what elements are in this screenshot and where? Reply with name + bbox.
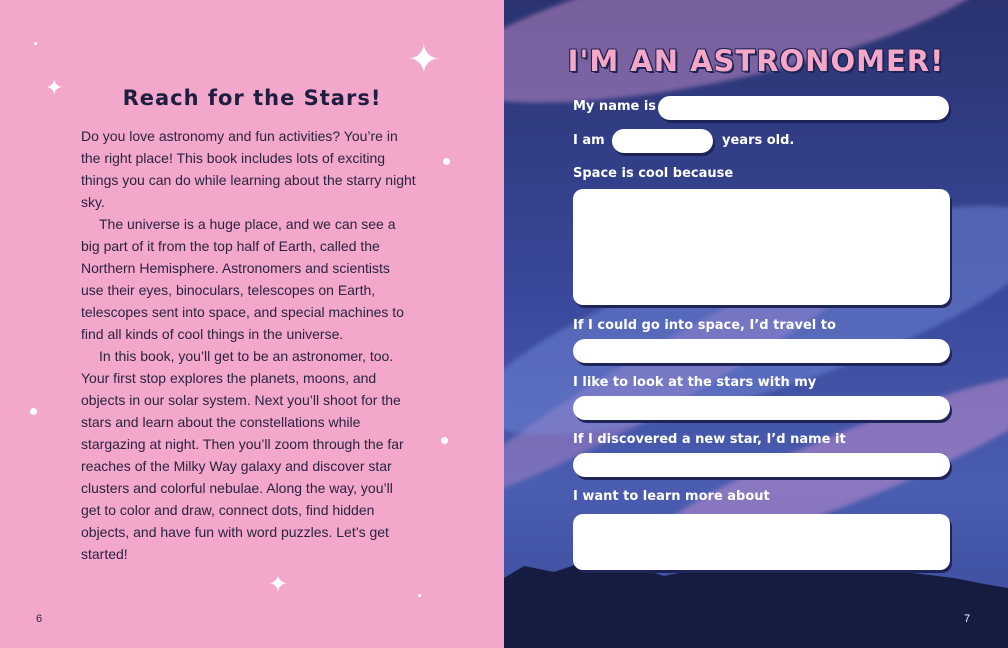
intro-text <box>81 125 416 565</box>
star-dot <box>34 42 37 45</box>
star-dot <box>441 437 448 444</box>
stars-with-label: I like to look at the stars with my <box>573 375 817 390</box>
star-dot <box>30 408 37 415</box>
new-star-label: If I discovered a new star, I’d name it <box>573 432 846 447</box>
page-number: 6 <box>36 613 43 625</box>
learn-more-field[interactable] <box>573 514 950 570</box>
travel-field[interactable] <box>573 339 950 363</box>
travel-label: If I could go into space, I’d travel to <box>573 318 836 333</box>
age-label: I am <box>573 133 605 148</box>
age-suffix-label: years old. <box>722 133 795 148</box>
intro-paragraph: Do you love astronomy and fun activities? You’re in the right place! This book includes lots of exciting things you can do while learning about the starry night sky. <box>81 128 416 210</box>
name-field[interactable] <box>658 96 949 120</box>
space-cool-label: Space is cool because <box>573 166 734 181</box>
stars-with-field[interactable] <box>573 396 950 420</box>
intro-paragraph: The universe is a huge place, and we can see a big part of it from the top half of Earth, called the Northern Hemisphere. Astronomers and scientists use their eyes, binoculars, telescopes on Earth, telescopes sent into space, and special machines to find all kinds of cool things in the universe. <box>81 216 404 342</box>
space-cool-field[interactable] <box>573 189 950 305</box>
name-label: My name is <box>573 99 657 114</box>
new-star-field[interactable] <box>573 453 950 477</box>
sparkle-icon: ✦ <box>45 76 64 101</box>
age-field[interactable] <box>612 129 713 153</box>
star-dot <box>443 158 450 165</box>
star-dot <box>418 594 421 597</box>
intro-paragraph: In this book, you’ll get to be an astronomer, too. Your first stop explores the planets, moons, and objects in our solar system. Next you’ll shoot for the stars and learn about the constellations while stargazing at night. Then you’ll zoom through the far reaches of the Milky Way galaxy and discover star clusters and colorful nebulae. Along the way, you’ll get to color and draw, connect dots, find hidden objects, and have fun with word puzzles. Let’s get started! <box>81 348 404 562</box>
learn-more-label: I want to learn more about <box>573 489 770 504</box>
mountain-silhouette <box>504 558 1008 648</box>
sparkle-icon: ✦ <box>268 570 289 598</box>
page-number: 7 <box>964 613 971 625</box>
page-title: Reach for the Stars! <box>122 86 382 110</box>
sparkle-icon: ✦ <box>407 37 441 83</box>
form-title: I'M AN ASTRONOMER! <box>567 44 945 78</box>
